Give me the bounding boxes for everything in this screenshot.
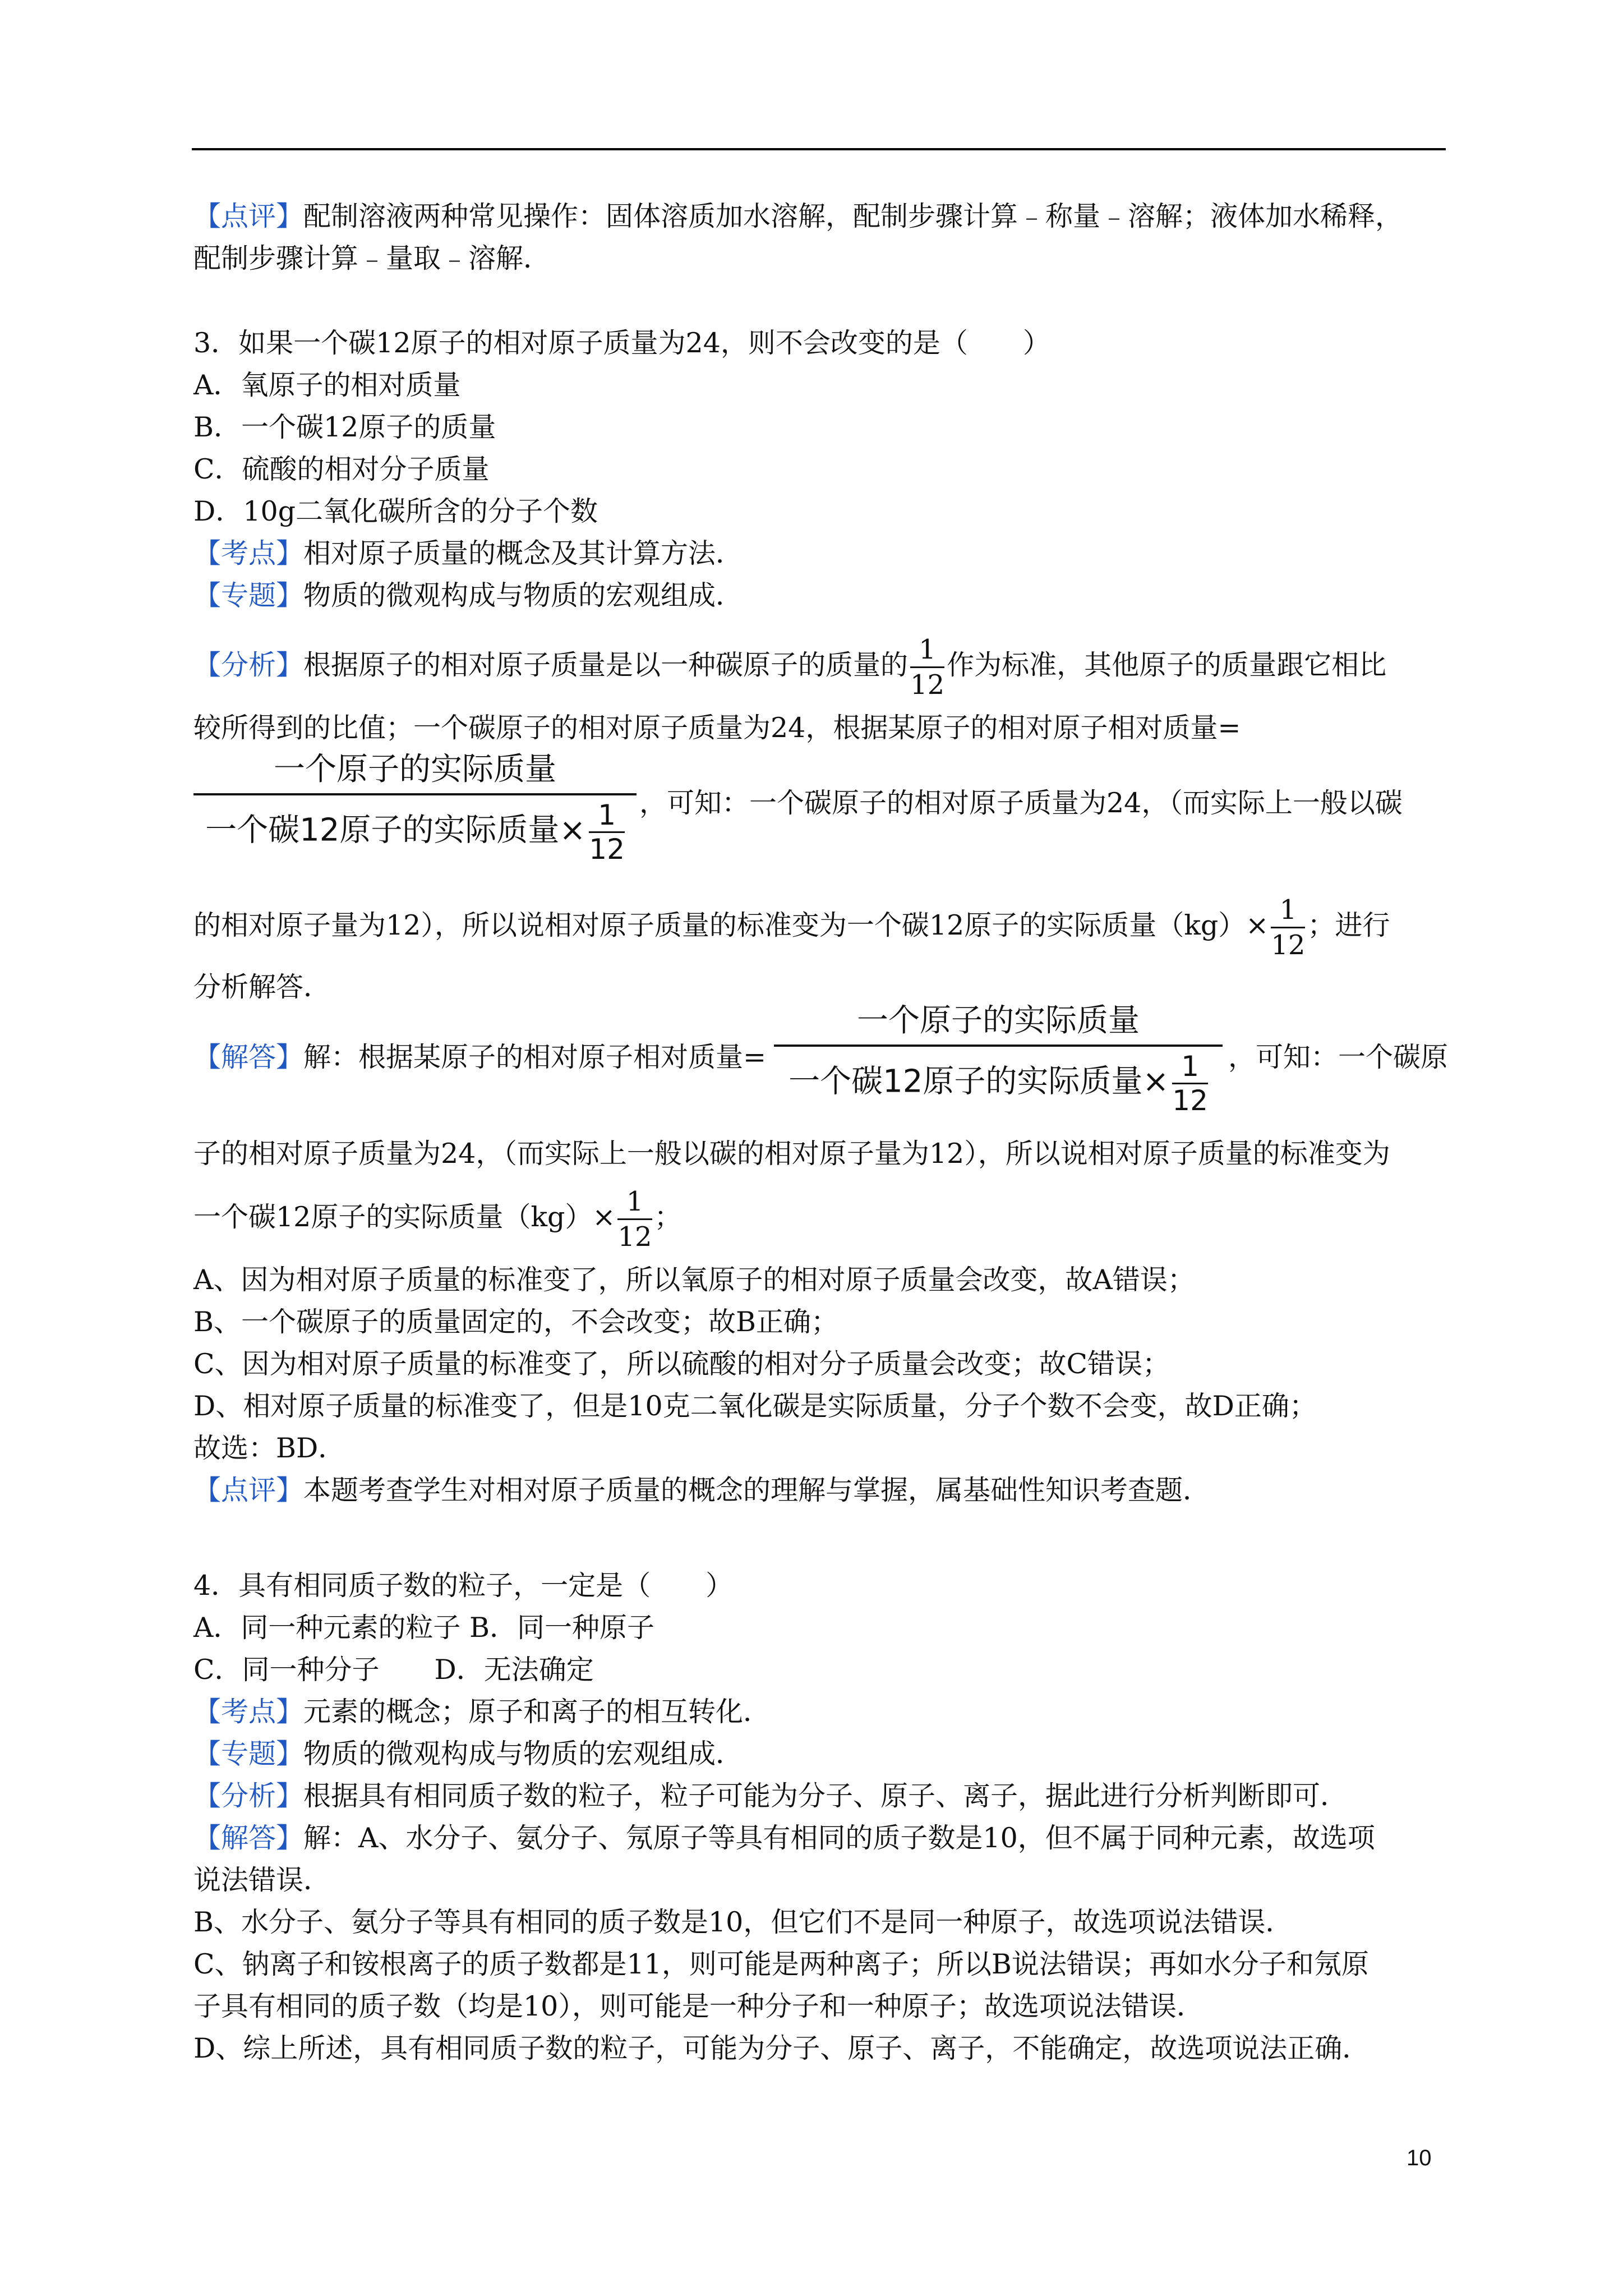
q3-jieda-a: A、因为相对原子质量的标准变了，所以氧原子的相对原子质量会改变，故A错误； [193, 1264, 1195, 1296]
comment-line [193, 197, 1450, 236]
jieda-tag: 【解答】 [193, 1822, 304, 1854]
q3-option-b: B．一个碳12原子的质量 [193, 411, 496, 443]
q4-jieda-2: 说法错误． [193, 1864, 331, 1896]
q3-jieda-b: B、一个碳原子的质量固定的，不会改变；故B正确； [193, 1306, 839, 1338]
zhuanti-text: 物质的微观构成与物质的宏观组成． [303, 579, 744, 611]
formula-numerator: 一个原子的实际质量 [857, 1002, 1140, 1039]
q3-option-d: D．10g二氧化碳所含的分子个数 [193, 495, 598, 527]
q4-jieda-1 [193, 1819, 1450, 1858]
fenxi-text-b: 作为标准，其他原子的质量跟它相比 [947, 649, 1387, 681]
small-frac-num: 1 [1172, 1052, 1208, 1084]
jieda-text-a: 解：根据某原子的相对原子相对质量= [303, 1041, 767, 1073]
q4-jieda-d: D、综上所述，具有相同质子数的粒子，可能为分子、原子、离子，不能确定，故选项说法正确． [193, 2032, 1370, 2064]
q4-kaodian [193, 1692, 1450, 1732]
q3-fenxi-1 [193, 634, 1450, 701]
formula-bar [193, 793, 637, 795]
q3-jieda-c: C、因为相对原子质量的标准变了，所以硫酸的相对分子质量会改变；故C错误； [193, 1348, 1170, 1380]
comment-tag: 【点评】 [193, 200, 304, 232]
q4-fenxi [193, 1777, 1450, 1816]
frac-den: 12 [617, 1221, 652, 1253]
zhuanti-tag: 【专题】 [193, 1738, 304, 1770]
q4-jieda-b: B、水分子、氨分子等具有相同的质子数是10，但它们不是同一种原子，故选项说法错误． [193, 1906, 1293, 1938]
formula-denominator [774, 1052, 1223, 1115]
fenxi-tag: 【分析】 [193, 1780, 304, 1812]
q3-jieda-2: 子的相对原子质量为24，（而实际上一般以碳的相对原子量为12），所以说相对原子质量的标准变为 [193, 1138, 1390, 1170]
page-number: 10 [1407, 2146, 1432, 2170]
fenxi-text-a: 根据原子的相对原子质量是以一种碳原子的质量的 [303, 649, 909, 681]
small-frac-num: 1 [589, 801, 625, 833]
question-3-stem: 3．如果一个碳12原子的相对原子质量为24，则不会改变的是（ ） [193, 327, 1050, 359]
frac-num: 1 [1271, 896, 1305, 928]
q3-dianping [193, 1471, 1450, 1510]
kaodian-text: 相对原子质量的概念及其计算方法． [303, 537, 744, 569]
jieda-3-text-b: ； [654, 1201, 682, 1233]
q3-option-c: C．硫酸的相对分子质量 [193, 453, 490, 485]
formula-small-fraction [589, 799, 625, 866]
comment-line-2: 配制步骤计算﹣量取﹣溶解． [193, 242, 551, 274]
q4-zhuanti [193, 1734, 1450, 1774]
dianping-tag: 【点评】 [193, 1474, 304, 1506]
fenxi-4-text-b: ；进行 [1307, 909, 1390, 941]
formula-denominator-text: 一个碳12原子的实际质量× [789, 1063, 1169, 1100]
q3-zhuanti [193, 576, 1450, 615]
jieda-tag: 【解答】 [193, 1041, 304, 1073]
q3-fenxi-2: 较所得到的比值；一个碳原子的相对原子质量为24，根据某原子的相对原子相对质量= [193, 712, 1241, 744]
fraction-1-12 [617, 1186, 652, 1253]
q3-answer: 故选：BD． [193, 1432, 346, 1464]
fraction-1-12 [1271, 896, 1305, 959]
q3-jieda-3 [193, 1186, 1450, 1253]
q3-fenxi-3: ，可知：一个碳原子的相对原子质量为24，（而实际上一般以碳 [639, 787, 1403, 819]
q3-jieda-1b: ，可知：一个碳原 [1228, 1041, 1449, 1073]
frac-num: 1 [910, 636, 944, 668]
q4-options-ab: A．同一种元素的粒子 B．同一种原子 [193, 1612, 654, 1644]
frac-num: 1 [617, 1188, 652, 1220]
q4-options-cd: C．同一种分子 D．无法确定 [193, 1654, 594, 1686]
relative-mass-formula [193, 753, 637, 871]
kaodian-tag: 【考点】 [193, 1696, 304, 1728]
relative-mass-formula-2 [774, 1004, 1223, 1122]
small-frac-den: 12 [1172, 1084, 1208, 1117]
formula-bar [774, 1045, 1223, 1047]
header-rule [192, 148, 1446, 150]
q3-option-a: A．氧原子的相对质量 [193, 369, 461, 401]
jieda-text: 解：A、水分子、氨分子、氖原子等具有相同的质子数是10，但不属于同种元素，故选项 [303, 1822, 1375, 1854]
dianping-text: 本题考查学生对相对原子质量的概念的理解与掌握，属基础性知识考查题． [303, 1474, 1211, 1506]
fenxi-tag: 【分析】 [193, 649, 304, 681]
frac-den: 12 [910, 669, 945, 701]
formula-numerator: 一个原子的实际质量 [274, 751, 556, 788]
comment-text: 配制溶液两种常见操作：固体溶质加水溶解，配制步骤计算﹣称量﹣溶解；液体加水稀释， [303, 200, 1403, 232]
kaodian-tag: 【考点】 [193, 537, 304, 569]
q3-fenxi-4 [193, 894, 1450, 961]
q4-jieda-c1: C、钠离子和铵根离子的质子数都是11，则可能是两种离子；所以B说法错误；再如水分子和氖原 [193, 1948, 1369, 1980]
fenxi-4-text-a: 的相对原子量为12），所以说相对原子质量的标准变为一个碳12原子的实际质量（kg）× [193, 909, 1269, 941]
q3-jieda-d: D、相对原子质量的标准变了，但是10克二氧化碳是实际质量，分子个数不会变，故D正确； [193, 1390, 1317, 1422]
q3-kaodian [193, 534, 1450, 573]
fraction-1-12 [910, 634, 945, 701]
formula-denominator-text: 一个碳12原子的实际质量× [205, 812, 586, 849]
frac-den: 12 [1271, 930, 1306, 961]
jieda-3-text-a: 一个碳12原子的实际质量（kg）× [193, 1201, 616, 1233]
small-frac-den: 12 [589, 833, 625, 866]
formula-denominator [193, 799, 637, 866]
zhuanti-tag: 【专题】 [193, 579, 304, 611]
fenxi-text: 根据具有相同质子数的粒子，粒子可能为分子、原子、离子，据此进行分析判断即可． [303, 1780, 1348, 1812]
q3-fenxi-5: 分析解答． [193, 971, 331, 1003]
q4-jieda-c2: 子具有相同的质子数（均是10），则可能是一种分子和一种原子；故选项说法错误． [193, 1990, 1204, 2022]
formula-small-fraction [1172, 1052, 1208, 1115]
q3-jieda-1a [193, 1038, 777, 1077]
kaodian-text: 元素的概念；原子和离子的相互转化． [303, 1696, 771, 1728]
zhuanti-text: 物质的微观构成与物质的宏观组成． [303, 1738, 744, 1770]
question-4-stem: 4．具有相同质子数的粒子，一定是（ ） [193, 1570, 734, 1602]
